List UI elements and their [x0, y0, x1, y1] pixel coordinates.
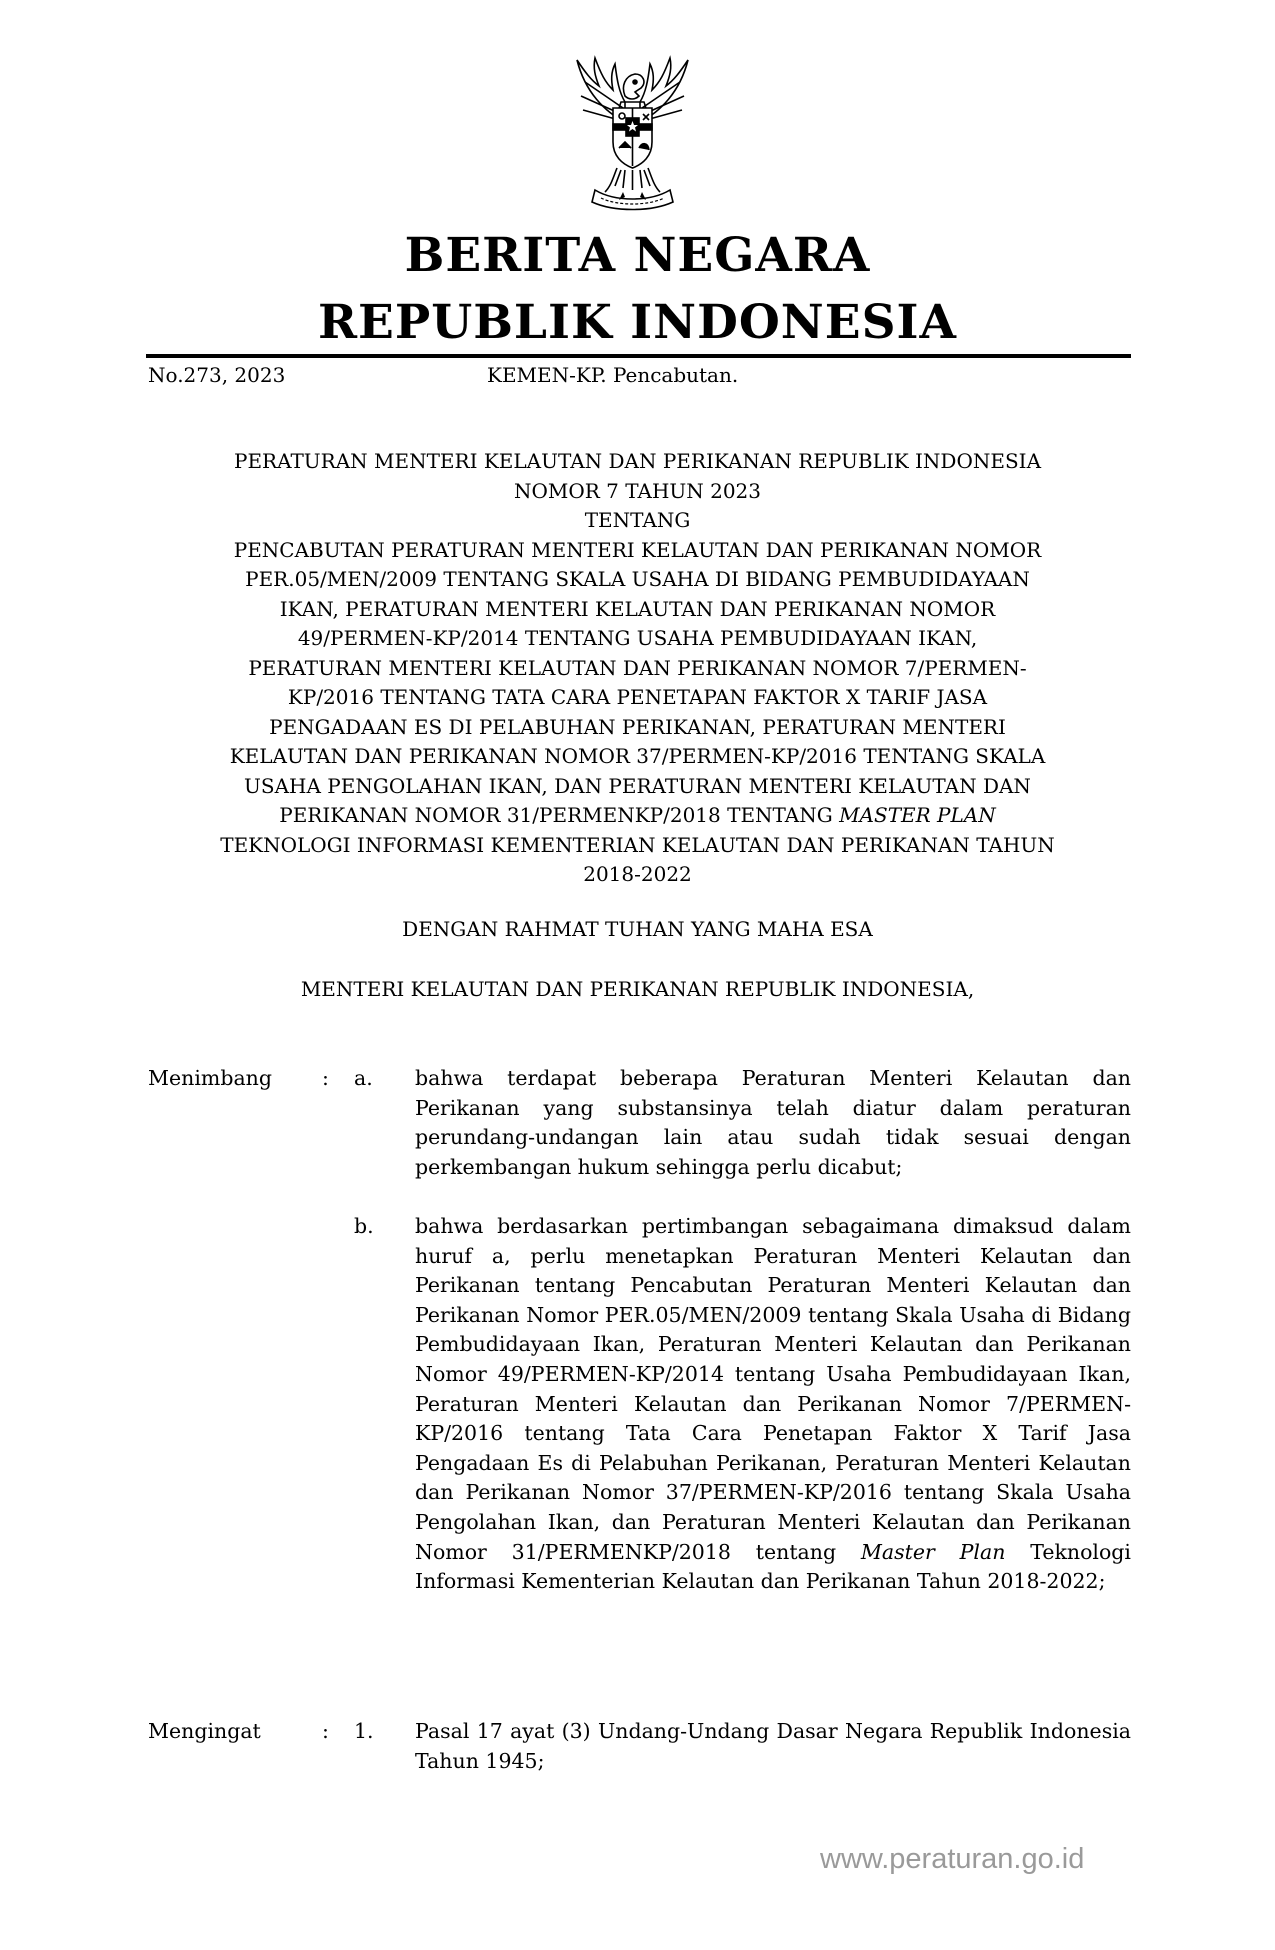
gazette-subject: KEMEN-KP. Pencabutan.	[487, 363, 739, 387]
title-line: KELAUTAN DAN PERIKANAN NOMOR 37/PERMEN-KP/2016 TENTANG SKALA	[229, 744, 1046, 768]
item-text-italic: Master Plan	[860, 1539, 1006, 1564]
item-marker: 1.	[354, 1719, 374, 1743]
title-line: 2018-2022	[583, 862, 692, 886]
garuda-emblem-icon	[555, 52, 710, 217]
masthead-title-line2: REPUBLIK INDONESIA	[317, 295, 957, 350]
website-watermark: www.peraturan.go.id	[820, 1843, 1085, 1875]
minister-heading: MENTERI KELAUTAN DAN PERIKANAN REPUBLIK INDONESIA,	[300, 977, 975, 1001]
mengingat-colon: :	[322, 1719, 329, 1743]
title-line: PER.05/MEN/2009 TENTANG SKALA USAHA DI BIDANG PEMBUDIDAYAAN	[245, 567, 1030, 591]
menimbang-label: Menimbang	[148, 1066, 272, 1090]
menimbang-colon: :	[322, 1066, 329, 1090]
title-line: TEKNOLOGI INFORMASI KEMENTERIAN KELAUTAN DAN PERIKANAN TAHUN	[220, 832, 1055, 857]
item-text	[415, 1212, 1131, 1597]
title-line-text: PERIKANAN NOMOR 31/PERMENKP/2018 TENTANG	[279, 803, 840, 827]
masthead-title-line1: BERITA NEGARA	[404, 228, 871, 283]
invocation: DENGAN RAHMAT TUHAN YANG MAHA ESA	[402, 917, 873, 941]
title-line-italic: MASTER PLAN	[839, 803, 996, 827]
title-line: PERATURAN MENTERI KELAUTAN DAN PERIKANAN REPUBLIK INDONESIA	[233, 449, 1042, 473]
masthead-divider	[146, 354, 1131, 358]
garuda-pancasila-emblem	[555, 52, 710, 217]
item-text-part: Teknologi Informasi Kementerian Kelautan dan Perikanan Tahun 2018-2022;	[415, 1539, 1131, 1594]
item-text: Pasal 17 ayat (3) Undang-Undang Dasar Negara Republik Indonesia Tahun 1945;	[415, 1719, 1131, 1773]
title-line: KP/2016 TENTANG TATA CARA PENETAPAN FAKTOR X TARIF JASA	[287, 685, 988, 709]
item-text-part: bahwa berdasarkan pertimbangan sebagaimana dimaksud dalam huruf a, perlu menetapkan Peraturan Menteri Kelautan dan Perikanan tentang Pencabutan Peraturan Menteri Kelautan dan Perikanan Nomor PER.05/MEN/2009 tentang Skala Usaha di Bidang Pembudidayaan Ikan, Peraturan Menteri Kelautan dan Perikanan Nomor 49/PERMEN-KP/2014 tentang Usaha Pembudidayaan Ikan, Peraturan Menteri Kelautan dan Perikanan Nomor 7/PERMEN-KP/2016 tentang Tata Cara Penetapan Faktor X Tarif Jasa Pengadaan Es di Pelabuhan Perikanan, Peraturan Menteri Kelautan dan Perikanan Nomor 37/PERMEN-KP/2016 tentang Skala Usaha Pengolahan Ikan, dan Peraturan Menteri Kelautan dan Perikanan Nomor 31/PERMENKP/2018 tentang	[415, 1214, 1131, 1564]
title-line: PENCABUTAN PERATURAN MENTERI KELAUTAN DAN PERIKANAN NOMOR	[233, 537, 1042, 562]
title-line: TENTANG	[584, 508, 691, 532]
item-text: bahwa terdapat beberapa Peraturan Menteri Kelautan dan Perikanan yang substansinya telah diatur dalam peraturan perundang-undangan lain atau sudah tidak sesuai dengan perkembangan hukum sehingga perlu dicabut;	[415, 1066, 1131, 1179]
gazette-number: No.273, 2023	[148, 363, 286, 387]
item-marker: a.	[354, 1066, 373, 1090]
title-line: USAHA PENGOLAHAN IKAN, DAN PERATURAN MENTERI KELAUTAN DAN	[244, 773, 1031, 798]
regulation-title	[140, 447, 1135, 890]
title-line: NOMOR 7 TAHUN 2023	[513, 478, 761, 503]
mengingat-label: Mengingat	[148, 1719, 261, 1743]
title-line: 49/PERMEN-KP/2014 TENTANG USAHA PEMBUDIDAYAAN IKAN,	[297, 626, 978, 650]
item-marker: b.	[354, 1214, 374, 1238]
title-line: PENGADAAN ES DI PELABUHAN PERIKANAN, PERATURAN MENTERI	[269, 714, 1006, 739]
title-line: PERATURAN MENTERI KELAUTAN DAN PERIKANAN NOMOR 7/PERMEN-	[248, 655, 1027, 680]
title-line	[140, 801, 1135, 831]
title-line: IKAN, PERATURAN MENTERI KELAUTAN DAN PERIKANAN NOMOR	[279, 596, 996, 621]
